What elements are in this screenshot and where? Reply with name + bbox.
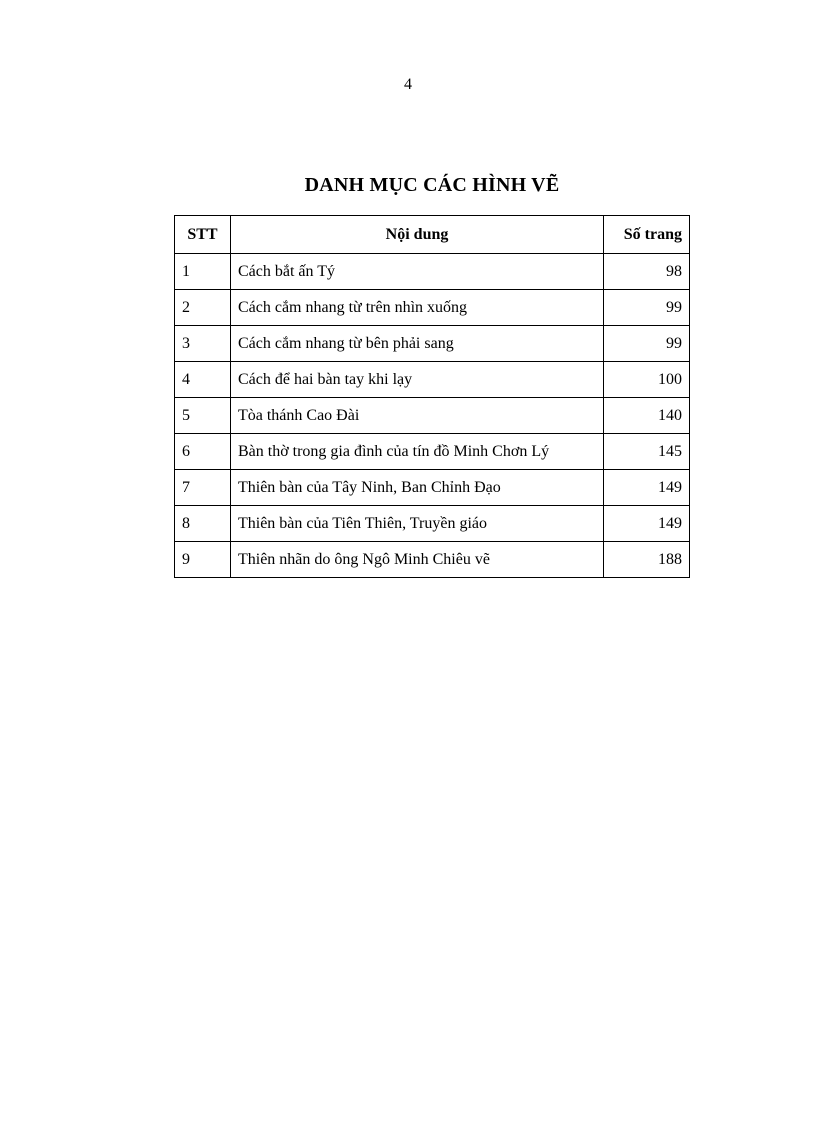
row-page: 99 (604, 290, 690, 326)
row-stt: 8 (175, 506, 231, 542)
row-content: Tòa thánh Cao Đài (230, 398, 603, 434)
row-stt: 9 (175, 542, 231, 578)
row-content: Thiên nhãn do ông Ngô Minh Chiêu vẽ (230, 542, 603, 578)
table-row (175, 542, 690, 578)
row-page: 98 (604, 254, 690, 290)
table-row (175, 398, 690, 434)
row-stt: 4 (175, 362, 231, 398)
row-page: 149 (604, 470, 690, 506)
row-page: 100 (604, 362, 690, 398)
table-row (175, 470, 690, 506)
table-header-row (175, 216, 690, 254)
row-stt: 7 (175, 470, 231, 506)
row-stt: 5 (175, 398, 231, 434)
row-content: Cách bắt ấn Tý (230, 254, 603, 290)
row-stt: 1 (175, 254, 231, 290)
row-page: 188 (604, 542, 690, 578)
row-content: Cách cắm nhang từ trên nhìn xuống (230, 290, 603, 326)
page-title: DANH MỤC CÁC HÌNH VẼ (304, 174, 560, 196)
row-stt: 3 (175, 326, 231, 362)
header-content: Nội dung (230, 216, 603, 254)
page-number: 4 (404, 76, 412, 93)
row-page: 140 (604, 398, 690, 434)
row-content: Thiên bàn của Tây Ninh, Ban Chỉnh Đạo (230, 470, 603, 506)
table-row (175, 290, 690, 326)
table-row (175, 362, 690, 398)
header-stt: STT (175, 216, 231, 254)
row-stt: 6 (175, 434, 231, 470)
row-page: 149 (604, 506, 690, 542)
row-content: Thiên bàn của Tiên Thiên, Truyền giáo (230, 506, 603, 542)
row-page: 145 (604, 434, 690, 470)
row-page: 99 (604, 326, 690, 362)
figures-table (174, 215, 690, 578)
row-content: Bàn thờ trong gia đình của tín đồ Minh Chơn Lý (230, 434, 603, 470)
table-row (175, 326, 690, 362)
header-page: Số trang (604, 216, 690, 254)
row-content: Cách để hai bàn tay khi lạy (230, 362, 603, 398)
row-content: Cách cắm nhang từ bên phải sang (230, 326, 603, 362)
table-row (175, 506, 690, 542)
table-row (175, 254, 690, 290)
row-stt: 2 (175, 290, 231, 326)
table-row (175, 434, 690, 470)
